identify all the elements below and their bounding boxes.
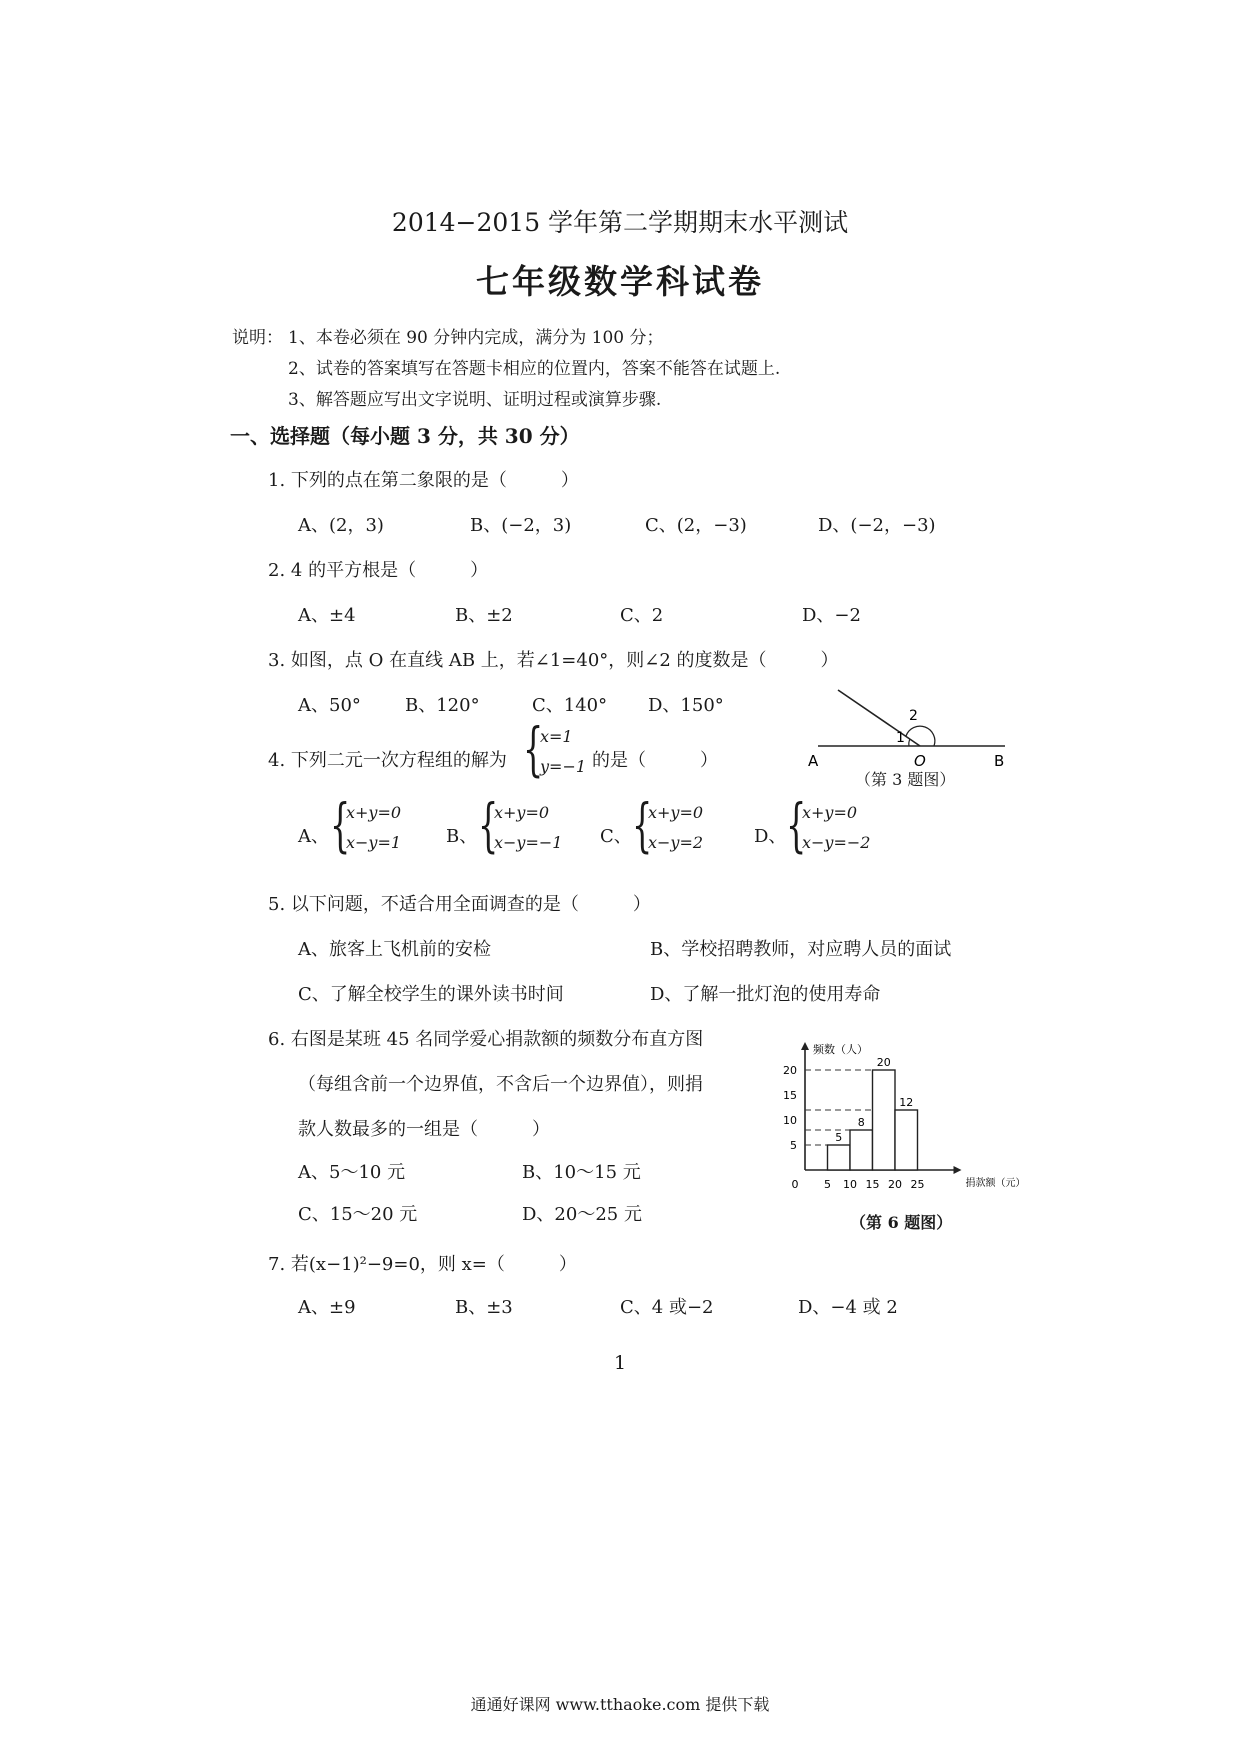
angle-1-arc bbox=[909, 739, 910, 746]
x-tick-label: 20 bbox=[888, 1178, 902, 1191]
q4-option-b-eq1: x+y=0 bbox=[494, 803, 550, 822]
note-1: 1、本卷必须在 90 分钟内完成，满分为 100 分； bbox=[288, 328, 664, 348]
q3-option-b[interactable]: B、120° bbox=[405, 695, 480, 716]
q6-stem-line-3: 款人数最多的一组是（ ） bbox=[298, 1119, 550, 1140]
q7-option-b[interactable]: B、±3 bbox=[455, 1297, 513, 1318]
q4-option-a-letter[interactable]: A、 bbox=[298, 826, 329, 847]
q4-option-d-brace: { bbox=[786, 791, 807, 859]
q7-option-a[interactable]: A、±9 bbox=[298, 1297, 356, 1318]
page-number: 1 bbox=[613, 1352, 627, 1374]
bar-data-label: 8 bbox=[857, 1116, 865, 1129]
q3-option-c[interactable]: C、140° bbox=[532, 695, 608, 716]
q4-given-eq2: y=−1 bbox=[540, 757, 587, 776]
y-tick-label: 20 bbox=[783, 1064, 797, 1077]
q1-option-d[interactable]: D、(−2，−3) bbox=[818, 515, 936, 536]
note-2: 2、试卷的答案填写在答题卡相应的位置内，答案不能答在试题上. bbox=[288, 359, 781, 379]
q5-stem: 5. 以下问题，不适合用全面调查的是（ ） bbox=[268, 894, 651, 915]
q6-histogram bbox=[770, 1020, 1026, 1205]
angle-2-arc bbox=[906, 726, 935, 746]
q4-option-c-eq2: x−y=2 bbox=[648, 833, 704, 852]
histogram-bar bbox=[895, 1110, 918, 1170]
histogram-bar bbox=[873, 1070, 896, 1170]
q3-figure-caption: （第 3 题图） bbox=[855, 770, 956, 789]
q4-option-d-letter[interactable]: D、 bbox=[754, 826, 787, 847]
x-tick-label: 25 bbox=[910, 1178, 925, 1191]
q3-option-d[interactable]: D、150° bbox=[648, 695, 724, 716]
q6-figure-caption: （第 6 题图） bbox=[850, 1213, 953, 1232]
q2-stem: 2. 4 的平方根是（ ） bbox=[268, 560, 489, 581]
y-tick-label: 15 bbox=[783, 1089, 797, 1102]
q4-option-c-brace: { bbox=[632, 791, 653, 859]
exam-header: 2014−2015 学年第二学期期末水平测试 bbox=[391, 208, 849, 237]
q5-option-a[interactable]: A、旅客上飞机前的安检 bbox=[298, 939, 491, 960]
q1-option-b[interactable]: B、(−2，3) bbox=[470, 515, 572, 536]
q2-option-a[interactable]: A、±4 bbox=[298, 605, 356, 626]
histogram-bar bbox=[850, 1130, 873, 1170]
q6-option-d[interactable]: D、20～25 元 bbox=[522, 1204, 642, 1225]
q7-option-d[interactable]: D、−4 或 2 bbox=[798, 1297, 898, 1318]
y-tick-label: 10 bbox=[783, 1114, 797, 1127]
q4-option-a-eq1: x+y=0 bbox=[346, 803, 402, 822]
q2-option-b[interactable]: B、±2 bbox=[455, 605, 513, 626]
q4-option-a-brace: { bbox=[330, 791, 351, 859]
ray-oc bbox=[838, 690, 920, 746]
label-angle-2: 2 bbox=[909, 708, 918, 724]
label-b: B bbox=[994, 752, 1005, 770]
label-o: O bbox=[914, 752, 926, 770]
label-angle-1: 1 bbox=[896, 730, 905, 746]
q5-option-c[interactable]: C、了解全校学生的课外读书时间 bbox=[298, 984, 564, 1005]
x-tick-label: 5 bbox=[824, 1178, 831, 1191]
x-axis-arrow bbox=[954, 1166, 962, 1174]
q4-option-d-eq1: x+y=0 bbox=[802, 803, 858, 822]
q1-stem: 1. 下列的点在第二象限的是（ ） bbox=[268, 470, 579, 491]
footer-source: 通通好课网 www.tthaoke.com 提供下载 bbox=[470, 1695, 770, 1714]
y-axis-title: 频数（人） bbox=[813, 1043, 868, 1056]
section-choice-heading: 一、选择题（每小题 3 分，共 30 分） bbox=[230, 424, 580, 448]
q6-option-b[interactable]: B、10～15 元 bbox=[522, 1162, 641, 1183]
note-3: 3、解答题应写出文字说明、证明过程或演算步骤. bbox=[288, 390, 662, 410]
bar-data-label: 5 bbox=[835, 1131, 843, 1144]
x-tick-label: 0 bbox=[791, 1178, 799, 1191]
q4-option-d-eq2: x−y=−2 bbox=[802, 833, 871, 852]
q5-option-b[interactable]: B、学校招聘教师，对应聘人员的面试 bbox=[650, 939, 952, 960]
bar-data-label: 20 bbox=[876, 1056, 891, 1069]
q4-option-b-brace: { bbox=[478, 791, 499, 859]
y-axis-arrow bbox=[801, 1042, 809, 1050]
x-tick-label: 15 bbox=[865, 1178, 880, 1191]
q2-option-c[interactable]: C、2 bbox=[620, 605, 664, 626]
q6-stem-line-2: （每组含前一个边界值，不含后一个边界值），则捐 bbox=[298, 1074, 703, 1095]
bar-data-label: 12 bbox=[899, 1096, 914, 1109]
q4-option-c-eq1: x+y=0 bbox=[648, 803, 704, 822]
notes-label: 说明： bbox=[232, 328, 283, 348]
histogram-bar bbox=[828, 1145, 851, 1170]
q4-given-eq1: x=1 bbox=[540, 727, 573, 746]
q1-option-a[interactable]: A、(2，3) bbox=[298, 515, 384, 536]
q6-option-a[interactable]: A、5～10 元 bbox=[298, 1162, 406, 1183]
q5-option-d[interactable]: D、了解一批灯泡的使用寿命 bbox=[650, 984, 881, 1005]
q4-option-b-letter[interactable]: B、 bbox=[446, 826, 478, 847]
exam-title: 七年级数学科试卷 bbox=[476, 262, 764, 301]
q6-option-c[interactable]: C、15～20 元 bbox=[298, 1204, 418, 1225]
q6-stem-line-1: 6. 右图是某班 45 名同学爱心捐款额的频数分布直方图 bbox=[268, 1029, 704, 1050]
y-tick-label: 5 bbox=[790, 1139, 797, 1152]
q4-stem-pre: 4. 下列二元一次方程组的解为 bbox=[268, 750, 507, 771]
q2-option-d[interactable]: D、−2 bbox=[802, 605, 861, 626]
q3-stem: 3. 如图，点 O 在直线 AB 上，若∠1=40°，则∠2 的度数是（ ） bbox=[268, 650, 839, 671]
x-tick-label: 10 bbox=[843, 1178, 857, 1191]
q4-option-b-eq2: x−y=−1 bbox=[494, 833, 563, 852]
label-a: A bbox=[808, 752, 819, 770]
q4-option-c-letter[interactable]: C、 bbox=[600, 826, 632, 847]
q1-option-c[interactable]: C、(2，−3) bbox=[645, 515, 747, 536]
q4-stem-post: 的是（ ） bbox=[592, 750, 718, 771]
q3-option-a[interactable]: A、50° bbox=[298, 695, 361, 716]
q7-option-c[interactable]: C、4 或−2 bbox=[620, 1297, 714, 1318]
x-axis-title: 捐款额（元） bbox=[965, 1178, 1026, 1189]
q7-stem: 7. 若(x−1)²−9=0，则 x=（ ） bbox=[268, 1254, 577, 1275]
q4-option-a-eq2: x−y=1 bbox=[346, 833, 402, 852]
q4-given-brace: { bbox=[523, 715, 544, 783]
